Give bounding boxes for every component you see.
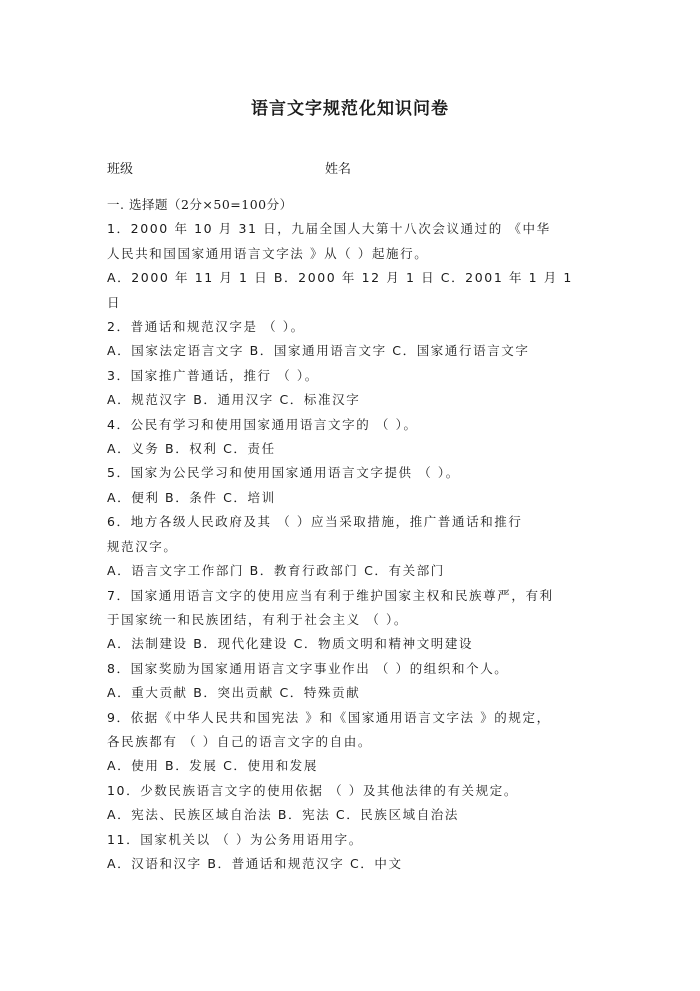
text-line: A．语言文字工作部门 B．教育行政部门 C．有关部门 xyxy=(107,563,445,579)
text-line: A．国家法定语言文字 B．国家通用语言文字 C．国家通行语言文字 xyxy=(107,343,530,359)
text-line: 10．少数民族语言文字的使用依据 （ ）及其他法律的有关规定。 xyxy=(107,782,518,798)
text-line: 人民共和国国家通用语言文字法 》从（ ）起施行。 xyxy=(107,245,429,261)
text-line: A．2000 年 11 月 1 日 B．2000 年 12 月 1 日 C．2001 年 1 月 1 xyxy=(107,270,573,286)
text-line: 于国家统一和民族团结，有利于社会主义 （ ）。 xyxy=(107,611,408,627)
text-line: 规范汉字。 xyxy=(107,538,178,554)
section-heading: 一. 选择题（2分×50=100分） xyxy=(107,197,293,212)
text-line: 5．国家为公民学习和使用国家通用语言文字提供 （ ）。 xyxy=(107,465,460,481)
text-line: 9．依据《中华人民共和国宪法 》和《国家通用语言文字法 》的规定， xyxy=(107,709,551,725)
text-line: 各民族都有 （ ）自己的语言文字的自由。 xyxy=(107,733,372,749)
text-line: 日 xyxy=(107,294,122,310)
text-line: A．法制建设 B．现代化建设 C．物质文明和精神文明建设 xyxy=(107,636,474,652)
page-title: 语言文字规范化知识问卷 xyxy=(251,99,449,119)
class-label: 班级 xyxy=(107,162,134,177)
text-line: A．重大贡献 B．突出贡献 C．特殊贡献 xyxy=(107,685,361,701)
text-line: 6．地方各级人民政府及其 （ ）应当采取措施，推广普通话和推行 xyxy=(107,514,523,530)
student-info-row xyxy=(107,158,587,180)
text-line: A．使用 B．发展 C．使用和发展 xyxy=(107,758,319,774)
text-line: 4．公民有学习和使用国家通用语言文字的 （ ）。 xyxy=(107,416,418,432)
text-line: 3．国家推广普通话，推行 （ ）。 xyxy=(107,367,319,383)
text-line: A．宪法、民族区域自治法 B．宪法 C．民族区域自治法 xyxy=(107,807,460,823)
text-line: 11．国家机关以 （ ）为公务用语用字。 xyxy=(107,831,363,847)
text-line: A．规范汉字 B．通用汉字 C．标准汉字 xyxy=(107,392,361,408)
text-line: 2．普通话和规范汉字是 （ ）。 xyxy=(107,319,305,335)
text-line: A．义务 B．权利 C．责任 xyxy=(107,441,276,457)
text-line: 7．国家通用语言文字的使用应当有利于维护国家主权和民族尊严，有利 xyxy=(107,587,554,603)
text-line: 8．国家奖励为国家通用语言文字事业作出 （ ）的组织和个人。 xyxy=(107,660,509,676)
name-label: 姓名 xyxy=(325,162,352,177)
text-line: 1．2000 年 10 月 31 日，九届全国人大第十八次会议通过的 《中华 xyxy=(107,221,551,237)
question-list xyxy=(107,193,591,876)
text-line: A．便利 B．条件 C．培训 xyxy=(107,489,276,505)
text-line: A．汉语和汉字 B．普通话和规范汉字 C．中文 xyxy=(107,855,403,871)
